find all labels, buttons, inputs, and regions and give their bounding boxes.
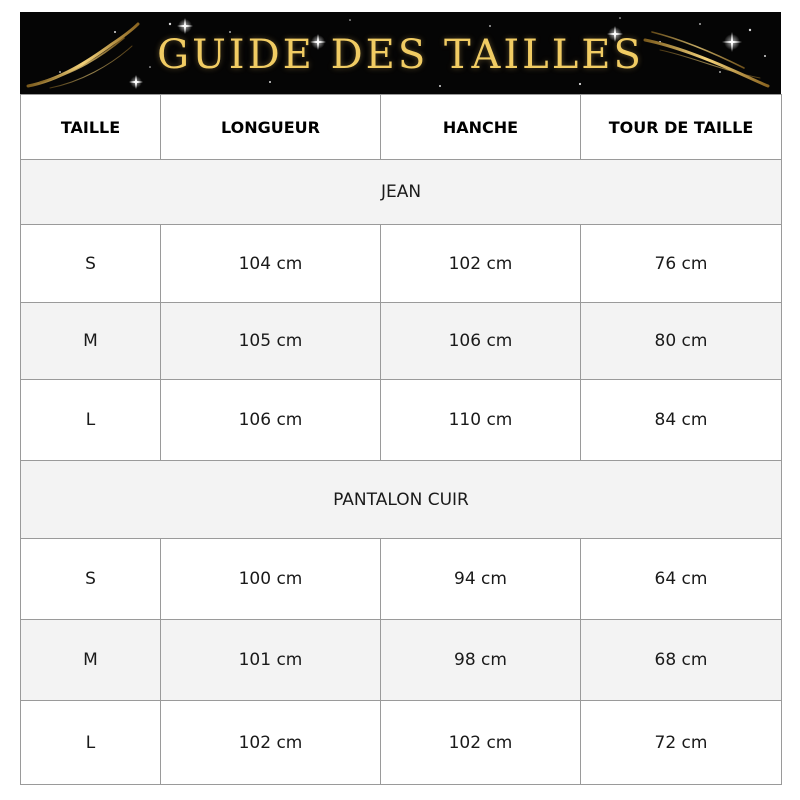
hanche-cell: 102 cm (381, 225, 581, 303)
header-longueur: LONGUEUR (161, 95, 381, 160)
header-taille: TAILLE (21, 95, 161, 160)
page-title: GUIDE DES TAILLES (157, 32, 644, 78)
table-row (21, 380, 782, 461)
hanche-cell: 106 cm (381, 303, 581, 380)
tour-de-taille-cell: 80 cm (581, 303, 782, 380)
longueur-cell: 101 cm (161, 620, 381, 701)
size-cell: S (21, 539, 161, 620)
section-row-jean (21, 160, 782, 225)
hanche-cell: 102 cm (381, 701, 581, 785)
hanche-cell: 94 cm (381, 539, 581, 620)
size-cell: L (21, 380, 161, 461)
table-row (21, 539, 782, 620)
size-chart-table (20, 94, 782, 785)
size-guide-banner (20, 12, 781, 94)
tour-de-taille-cell: 72 cm (581, 701, 782, 785)
longueur-cell: 100 cm (161, 539, 381, 620)
hanche-cell: 98 cm (381, 620, 581, 701)
longueur-cell: 106 cm (161, 380, 381, 461)
longueur-cell: 105 cm (161, 303, 381, 380)
table-header-row (21, 95, 782, 160)
tour-de-taille-cell: 76 cm (581, 225, 782, 303)
table-row (21, 620, 782, 701)
size-cell: M (21, 303, 161, 380)
header-tour-de-taille: TOUR DE TAILLE (581, 95, 782, 160)
tour-de-taille-cell: 84 cm (581, 380, 782, 461)
tour-de-taille-cell: 68 cm (581, 620, 782, 701)
section-title: JEAN (21, 160, 782, 225)
table-row (21, 225, 782, 303)
hanche-cell: 110 cm (381, 380, 581, 461)
size-cell: M (21, 620, 161, 701)
header-hanche: HANCHE (381, 95, 581, 160)
section-title: PANTALON CUIR (21, 461, 782, 539)
longueur-cell: 104 cm (161, 225, 381, 303)
tour-de-taille-cell: 64 cm (581, 539, 782, 620)
size-cell: S (21, 225, 161, 303)
size-cell: L (21, 701, 161, 785)
table-row (21, 303, 782, 380)
table-row (21, 701, 782, 785)
longueur-cell: 102 cm (161, 701, 381, 785)
section-row-pantalon-cuir (21, 461, 782, 539)
